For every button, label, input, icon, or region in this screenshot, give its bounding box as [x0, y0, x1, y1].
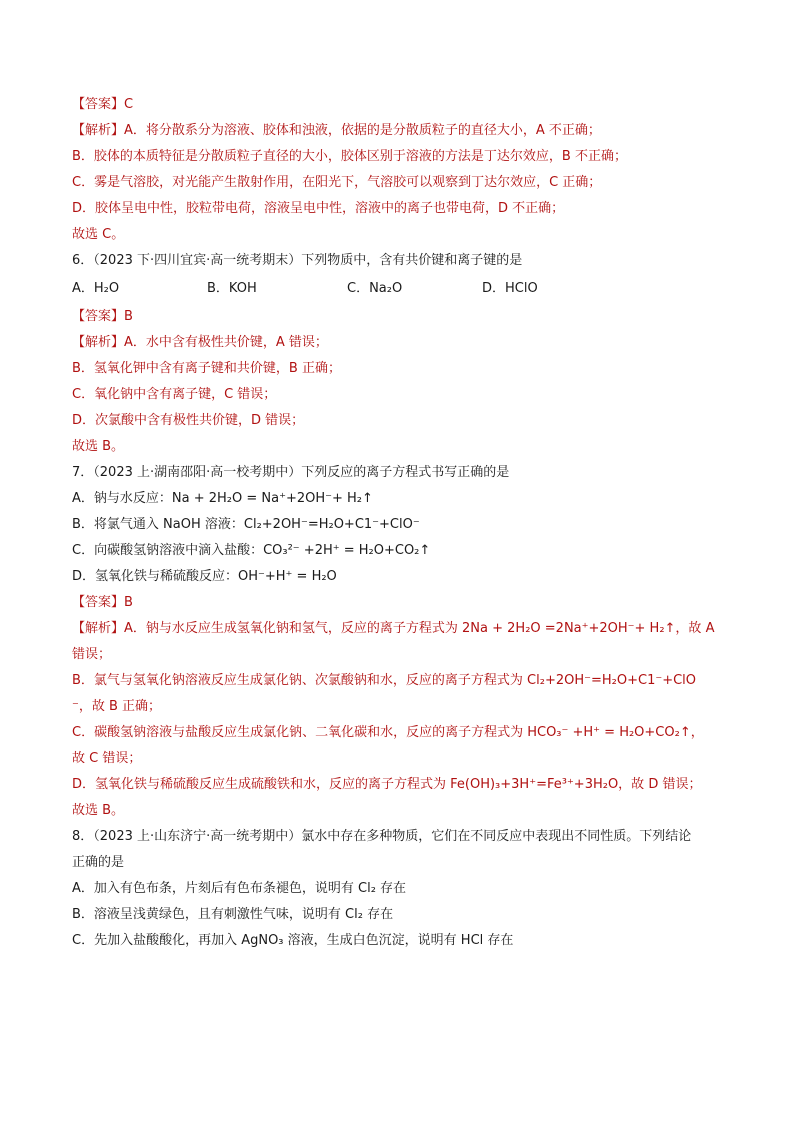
analysis-text: A．将分散系分为溶液、胶体和浊液，依据的是分散质粒子的直径大小，A 不正确； — [124, 123, 601, 138]
q7-analysis-line-6: 故 C 错误； — [72, 751, 142, 766]
answer-value: B — [124, 309, 133, 324]
q7-analysis-line-3: B．氯气与氢氧化钠溶液反应生成氯化钠、次氯酸钠和水，反应的离子方程式为 Cl₂+2OH⁻=H₂O+C1⁻+ClO — [72, 673, 697, 688]
q7-option-a: A．钠与水反应：Na + 2H₂O = Na⁺+2OH⁻+ H₂↑ — [72, 491, 373, 506]
analysis-tag: 【解析】 — [72, 335, 125, 350]
q7-analysis-line-4: ⁻，故 B 正确； — [72, 699, 162, 714]
q8-option-c: C．先加入盐酸酸化，再加入 AgNO₃ 溶液，生成白色沉淀，说明有 HCl 存在 — [72, 933, 514, 948]
q8-option-a: A．加入有色布条，片刻后有色布条褪色，说明有 Cl₂ 存在 — [72, 881, 407, 896]
answer-value: C — [124, 97, 134, 112]
analysis-text: A．钠与水反应生成氢氧化钠和氢气，反应的离子方程式为 2Na + 2H₂O =2Na⁺+2OH⁻+ H₂↑，故 A — [124, 621, 715, 636]
q6-answer-line — [72, 304, 732, 330]
q7-stem: 7．（2023 上·湖南邵阳·高一校考期中）下列反应的离子方程式书写正确的是 — [72, 465, 510, 480]
q7-analysis-line-1 — [72, 616, 732, 642]
q6-analysis-line-c: C．氧化钠中含有离子键，C 错误； — [72, 387, 277, 402]
q6-option-c: C．Na₂O — [347, 281, 403, 296]
q6-option-a: A．H₂O — [72, 281, 120, 296]
q5-analysis-line-d: D．胶体呈电中性，胶粒带电荷，溶液呈电中性，溶液中的离子也带电荷，D 不正确； — [72, 201, 565, 216]
q8-stem-line-2: 正确的是 — [72, 855, 125, 870]
q7-analysis-line-7: D．氢氧化铁与稀硫酸反应生成硫酸铁和水，反应的离子方程式为 Fe(OH)₃+3H⁺=Fe³⁺+3H₂O，故 D 错误； — [72, 777, 702, 792]
answer-tag: 【答案】 — [72, 595, 125, 610]
q6-conclusion: 故选 B。 — [72, 439, 125, 454]
q5-analysis-line-b: B．胶体的本质特征是分散质粒子直径的大小，胶体区别于溶液的方法是丁达尔效应，B 不正确； — [72, 149, 627, 164]
document-page — [72, 92, 732, 954]
analysis-tag: 【解析】 — [72, 123, 125, 138]
q7-analysis-line-5: C．碳酸氢钠溶液与盐酸反应生成氯化钠、二氧化碳和水，反应的离子方程式为 HCO₃⁻ +H⁺ = H₂O+CO₂↑， — [72, 725, 704, 740]
q6-analysis-line-b: B．氢氧化钾中含有离子键和共价键，B 正确； — [72, 361, 341, 376]
q7-analysis-line-2: 错误； — [72, 647, 112, 662]
answer-tag: 【答案】 — [72, 97, 125, 112]
q6-analysis-line-a — [72, 330, 732, 356]
q5-answer-line — [72, 92, 732, 118]
q7-option-b: B．将氯气通入 NaOH 溶液：Cl₂+2OH⁻=H₂O+C1⁻+ClO⁻ — [72, 517, 420, 532]
q7-option-d: D．氢氧化铁与稀硫酸反应：OH⁻+H⁺ = H₂O — [72, 569, 337, 584]
q6-option-b: B．KOH — [207, 281, 257, 296]
analysis-tag: 【解析】 — [72, 621, 125, 636]
q5-conclusion: 故选 C。 — [72, 227, 125, 242]
q6-analysis-line-d: D．次氯酸中含有极性共价键，D 错误； — [72, 413, 305, 428]
q6-option-d: D．HClO — [482, 281, 538, 296]
q8-option-b: B．溶液呈浅黄绿色，且有刺激性气味，说明有 Cl₂ 存在 — [72, 907, 394, 922]
answer-value: B — [124, 595, 133, 610]
q5-analysis-line-a — [72, 118, 732, 144]
q6-stem: 6．（2023 下·四川宜宾·高一统考期末）下列物质中，含有共价键和离子键的是 — [72, 253, 523, 268]
analysis-text: A．水中含有极性共价键，A 错误； — [124, 335, 328, 350]
q7-option-c: C．向碳酸氢钠溶液中滴入盐酸：CO₃²⁻ +2H⁺ = H₂O+CO₂↑ — [72, 543, 431, 558]
q5-analysis-line-c: C．雾是气溶胶，对光能产生散射作用，在阳光下，气溶胶可以观察到丁达尔效应，C 正确； — [72, 175, 602, 190]
q8-stem-line-1: 8．（2023 上·山东济宁·高一统考期中）氯水中存在多种物质，它们在不同反应中表现出不同性质。下列结论 — [72, 829, 692, 844]
q6-options — [72, 274, 732, 304]
q7-answer-line — [72, 590, 732, 616]
q7-conclusion: 故选 B。 — [72, 803, 125, 818]
answer-tag: 【答案】 — [72, 309, 125, 324]
